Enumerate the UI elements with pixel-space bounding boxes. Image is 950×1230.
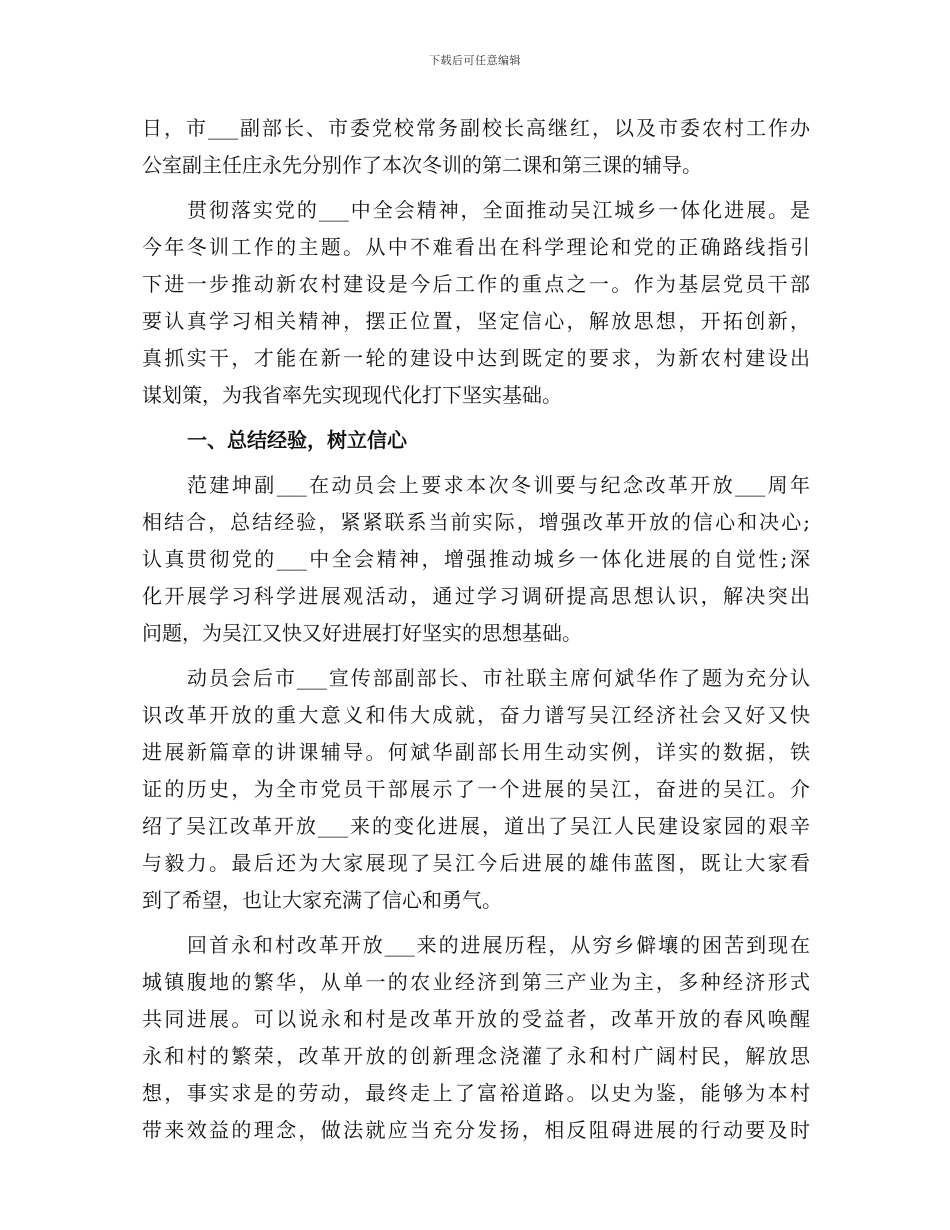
text-line: 谋划策，为我省率先实现现代化打下坚实基础。 bbox=[142, 383, 562, 407]
text-line: 永和村的繁荣，改革开放的创新理念浇灌了永和村广阔村民，解放思 bbox=[142, 1044, 810, 1068]
paragraph-3 bbox=[142, 467, 810, 652]
text-line: 与毅力。最后还为大家展现了吴江今后进展的雄伟蓝图，既让大家看 bbox=[142, 851, 810, 875]
text-line: 带来效益的理念，做法就应当充分发扬，相反阻碍进展的行动要及时 bbox=[142, 1118, 810, 1142]
page-header: 下载后可任意编辑 bbox=[429, 54, 521, 67]
paragraph-5 bbox=[142, 927, 810, 1149]
text-line: 相结合，总结经验，紧紧联系当前实际，增强改革开放的信心和决心; bbox=[142, 510, 810, 534]
text-line: 日，市___副部长、市委党校常务副校长高继红，以及市委农村工作办 bbox=[142, 116, 810, 140]
text-line: 回首永和村改革开放___来的进展历程，从穷乡僻壤的困苦到现在 bbox=[187, 933, 810, 957]
text-line: 认真贯彻党的___中全会精神，增强推动城乡一体化进展的自觉性;深 bbox=[142, 547, 810, 571]
text-line: 动员会后市___宣传部副部长、市社联主席何斌华作了题为充分认 bbox=[187, 666, 810, 690]
section-heading bbox=[142, 422, 810, 459]
text-line: 城镇腹地的繁华，从单一的农业经济到第三产业为主，多种经济形式 bbox=[142, 970, 810, 994]
document-body bbox=[142, 110, 810, 1149]
text-line: 证的历史，为全市党员干部展示了一个进展的吴江，奋进的吴江。介 bbox=[142, 777, 810, 801]
paragraph-4 bbox=[142, 660, 810, 919]
text-line: 进展新篇章的讲课辅导。何斌华副部长用生动实例，详实的数据，铁 bbox=[142, 740, 810, 764]
text-line: 真抓实干，才能在新一轮的建设中达到既定的要求，为新农村建设出 bbox=[142, 346, 810, 370]
text-line: 要认真学习相关精神，摆正位置，坚定信心，解放思想，开拓创新， bbox=[142, 309, 810, 333]
text-line: 化开展学习科学进展观活动，通过学习调研提高思想认识，解决突出 bbox=[142, 584, 810, 608]
text-line: 范建坤副___在动员会上要求本次冬训要与纪念改革开放___周年 bbox=[187, 473, 810, 497]
text-line: 识改革开放的重大意义和伟大成就，奋力谱写吴江经济社会又好又快 bbox=[142, 703, 810, 727]
section-heading-text: 一、总结经验，树立信心 bbox=[187, 428, 407, 452]
paragraph-2 bbox=[142, 192, 810, 414]
text-line: 下进一步推动新农村建设是今后工作的重点之一。作为基层党员干部 bbox=[142, 272, 810, 296]
text-line: 共同进展。可以说永和村是改革开放的受益者，改革开放的春风唤醒 bbox=[142, 1007, 810, 1031]
text-line: 公室副主任庄永先分别作了本次冬训的第二课和第三课的辅导。 bbox=[142, 153, 702, 177]
text-line: 绍了吴江改革开放___来的变化进展，道出了吴江人民建设家园的艰辛 bbox=[142, 814, 810, 838]
text-line: 贯彻落实党的___中全会精神，全面推动吴江城乡一体化进展。是 bbox=[187, 198, 810, 222]
text-line: 想，事实求是的劳动，最终走上了富裕道路。以史为鉴，能够为本村 bbox=[142, 1081, 810, 1105]
text-line: 到了希望，也让大家充满了信心和勇气。 bbox=[142, 888, 502, 912]
paragraph-1 bbox=[142, 110, 810, 184]
text-line: 今年冬训工作的主题。从中不难看出在科学理论和党的正确路线指引 bbox=[142, 235, 810, 259]
text-line: 问题，为吴江又快又好进展打好坚实的思想基础。 bbox=[142, 621, 582, 645]
